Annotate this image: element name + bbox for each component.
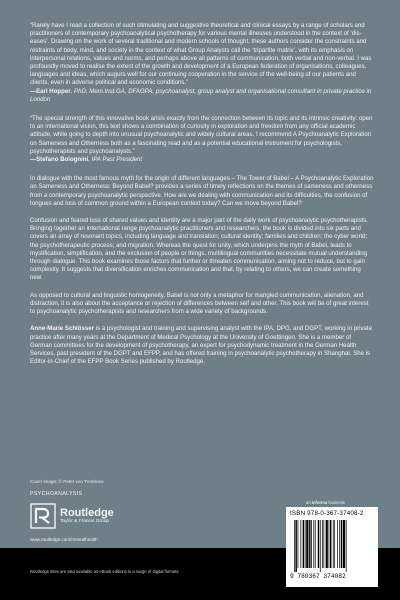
barcode-bar	[313, 520, 314, 568]
subject-category: PSYCHOANALYSIS	[30, 491, 83, 497]
author-name: Anne-Marie Schlösser	[30, 325, 95, 333]
barcode-bar	[324, 520, 325, 568]
barcode-bar	[309, 520, 310, 568]
barcode-bar	[318, 520, 319, 568]
barcode-bar	[294, 520, 295, 572]
author-bio	[30, 325, 374, 366]
barcode-bar	[326, 520, 328, 568]
barcode-bar	[298, 520, 299, 568]
endorsement-1	[30, 22, 374, 104]
barcode-bar	[333, 520, 334, 568]
endorser-name: —Earl Hopper	[30, 87, 71, 95]
barcode-bar	[334, 520, 335, 568]
barcode-bar	[337, 520, 338, 568]
barcode-bar	[343, 520, 345, 568]
endorser-name: —Stefano Bolognini	[30, 156, 89, 164]
barcode-bar	[330, 520, 331, 568]
barcode-bar	[341, 520, 342, 568]
barcode-bar	[303, 520, 304, 568]
barcode-icon	[294, 520, 370, 572]
isbn-label: ISBN 978-0-367-37408-2	[290, 510, 364, 517]
endorsement-text: “The special strength of this innovative book arisis exactly from the connection between its topic and its intrinsic creativity: open to an international vision, this text shows a combination of curiosity in exploration and freedom from any official academic attitude, while going to depth into unusual psychoanalytic and widely cultural areas. I recommend A Psychoanalytic Exploration on Sameness and Otherness both as a fascinating read and as a potential educational instrument for psychologists, psychotherapists and psychoanalysts.”	[30, 115, 373, 155]
endorsement-2	[30, 115, 374, 164]
informa-brand: informa	[311, 500, 328, 505]
publisher-logo	[30, 503, 114, 529]
endorser-title: , IPA Past President	[88, 156, 143, 164]
publisher-url: www.routledge.com/mentalhealth	[30, 537, 98, 542]
blurb-paragraph-3: As opposed to cultural and linguistic homogeneity, Babel is not only a metaphor for mangled communication, alienation, and distraction, it is also about the acceptance or rejection of differences between self and other. This book will be of great interest to psychoanalytic psychotherapists and researchers from a wide variety of backgrounds.	[30, 291, 369, 316]
barcode-bar	[339, 520, 340, 568]
back-cover-text	[30, 22, 374, 375]
barcode-bar	[346, 520, 347, 572]
barcode-bar	[295, 520, 296, 572]
endorsement-attribution	[30, 156, 374, 164]
blurb-paragraph-2: Confusion and feared loss of shared values and identity are a major part of the daily work of psychoanalytic psychotherapists. Bringing together an international range psychoanalytic practitioners and researchers, the book is divided into six parts and covers an array of resonant topics, including language and translation; cultural identity; families and children; the cyber world; the psychotherapeutic process; and migration. Whereas the quest for unity, which underpins the myth of Babel, leads to mystification, simplification, and the exclusion of people or things, multilingual communities necessitate mutual understanding through dialogue. This book examines those factors that further or threaten communication, aiming not to reduce, but to gain complexity. It suggests that diversification enriches communication and that, by relating to others, we can create something new.	[30, 217, 369, 282]
routledge-logo-icon	[30, 503, 56, 529]
cover-image-credit: Cover image: © Peter von Tresckow	[30, 479, 104, 484]
barcode-number: 9 780367 374082	[290, 573, 346, 580]
barcode-bar	[320, 520, 321, 572]
barcode-bar	[322, 520, 323, 568]
barcode-panel	[286, 507, 378, 587]
barcode-bar	[311, 520, 312, 568]
author-bio-text: is a psychologist and training and supervising analyst with the IPA, DPG, and DGPT, working in private practice after many years at the Department of Medical Psychology at the University of Goettingen. She is a member of German committees for the development of psychotherapy, an expert for psychodynamic treatment in the German Health Services, past president of the DGPT and EFPP, and has offered training in psychoanalytic psychotherapy in Shanghai. She is Editor-in-Chief of the EFPP Book Series published by Routledge.	[30, 325, 372, 366]
publisher-name: Routledge	[60, 507, 114, 519]
publisher-text	[60, 507, 114, 525]
publisher-subtitle: Taylor & Francis Group	[60, 519, 110, 524]
blurb-paragraph-1: In dialogue with the most famous myth for the origin of different languages – The Tower of Babel – A Psychoanalytic Exploration on Sameness and Otherness: Beyond Babel? provides a series of timely reflections on the themes of sameness and otherness from a contemporary psychoanalytic perspective. How are we dealing with communication and its difficulties, the confusion of tongues and loss of common ground within a European context today? Can we move beyond Babel?	[30, 175, 374, 207]
barcode-bar	[329, 520, 330, 568]
endorsement-attribution	[30, 88, 374, 104]
ebook-note: Routledge titles are also available as eBook editions in a range of digital formats	[30, 569, 179, 574]
informa-business-label	[306, 500, 345, 505]
informa-suffix: business	[327, 500, 345, 505]
barcode-bar	[305, 520, 306, 568]
barcode-bar	[306, 520, 308, 568]
barcode-bar	[315, 520, 316, 568]
informa-prefix: an	[306, 500, 312, 505]
endorsement-text: “Rarely have I read a collection of such stimulating and suggestive theoretical and clinical essays by a range of scholars and practitioners of contemporary psychoanalytical psychotherapy for various mental illnesses understood in the context of ‘dis-eases’. Drawing on the work of several traditional and modern schools of thought, these authors consider the constraints and restraints of body, mind, and society in the context of what Group Analysts call the ‘tripartite matrix’, with its emphasis on interpersonal relations, values and norms, and perhaps above all patterns of communication, both verbal and non-verbal. I was profoundly moved to realise the extent of the growth and development of a European federation of organisations, colleagues, languages and ideas, which augurs well for our continuing cooperation in the service of the well-being of our patients and clients, even in adverse political and economic conditions.”	[30, 22, 372, 87]
barcode-bar	[300, 520, 301, 568]
endorser-title: , PhD, Mem.Inst.GA, DFAGPA, psychoanalyst, group analyst and organisational consultant in private practice in London	[30, 87, 372, 103]
